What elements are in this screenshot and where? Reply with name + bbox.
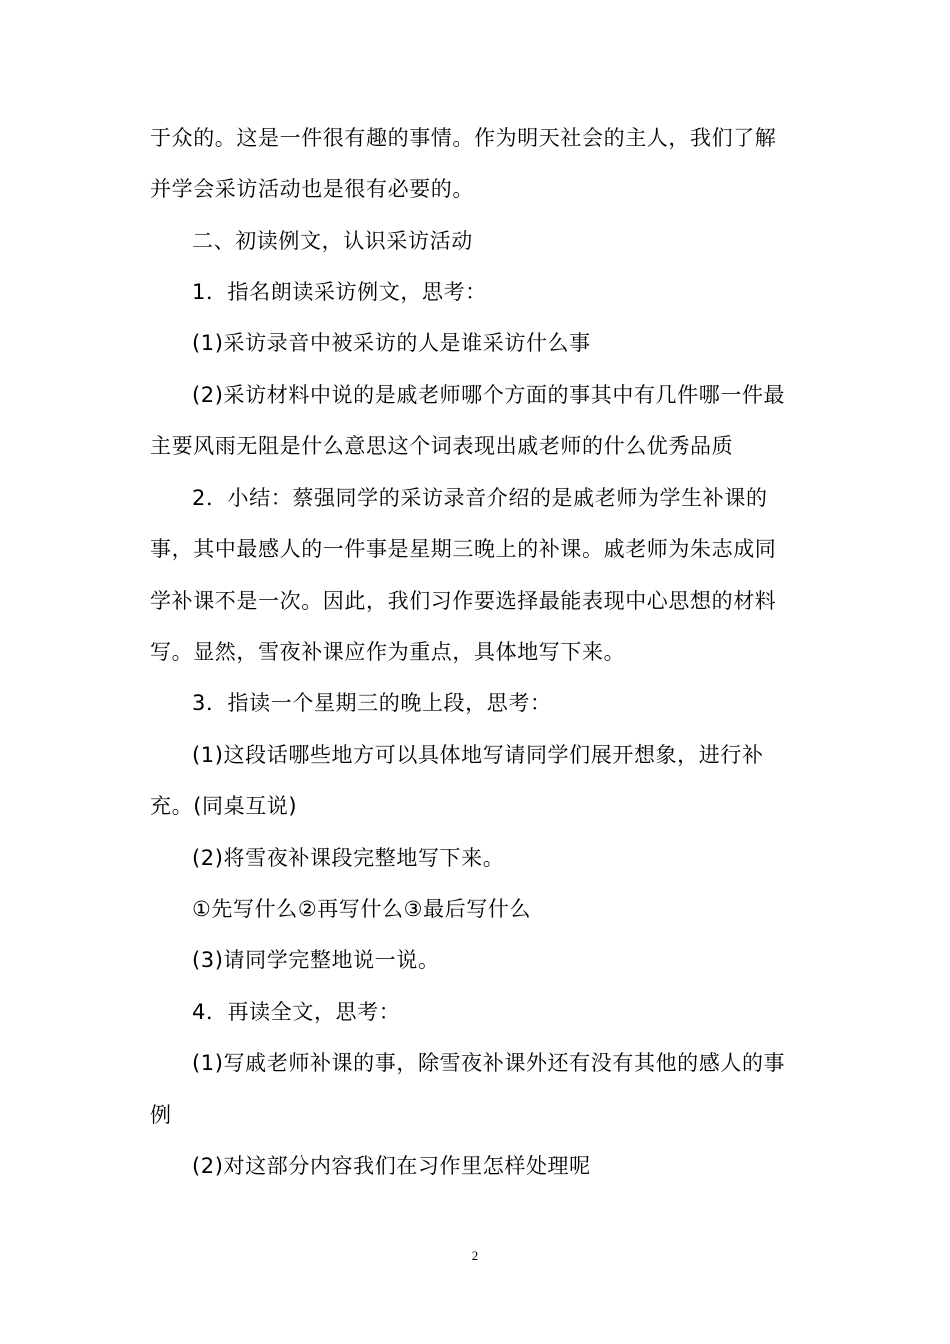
text-line: 例 — [150, 1103, 172, 1127]
text-line: 写。显然，雪夜补课应作为重点，具体地写下来。 — [150, 640, 626, 664]
text-line: 事，其中最感人的一件事是星期三晚上的补课。戚老师为朱志成同 — [150, 537, 777, 561]
text-line: (1)采访录音中被采访的人是谁采访什么事 — [192, 331, 591, 355]
section-heading: 二、初读例文，认识采访活动 — [192, 229, 473, 253]
text-line: 主要风雨无阻是什么意思这个词表现出戚老师的什么优秀品质 — [150, 434, 734, 458]
page-number: 2 — [471, 1248, 479, 1263]
text-line: (2)将雪夜补课段完整地写下来。 — [192, 846, 505, 870]
text-line: ①先写什么②再写什么③最后写什么 — [192, 897, 532, 921]
text-line: 3．指读一个星期三的晚上段，思考： — [192, 691, 552, 715]
text-line: (1)这段话哪些地方可以具体地写请同学们展开想象，进行补 — [192, 743, 764, 767]
text-line: 4．再读全文，思考： — [192, 1000, 401, 1024]
text-line: 学补课不是一次。因此，我们习作要选择最能表现中心思想的材料 — [150, 589, 777, 613]
text-line: (2)对这部分内容我们在习作里怎样处理呢 — [192, 1154, 591, 1178]
text-line: 1．指名朗读采访例文，思考： — [192, 280, 487, 304]
text-line: (3)请同学完整地说一说。 — [192, 948, 440, 972]
text-line: (2)采访材料中说的是戚老师哪个方面的事其中有几件哪一件最 — [192, 383, 786, 407]
text-line: 并学会采访活动也是很有必要的。 — [150, 177, 474, 201]
text-line: (1)写戚老师补课的事，除雪夜补课外还有没有其他的感人的事 — [192, 1051, 786, 1075]
text-line: 充。(同桌互说) — [150, 794, 298, 818]
text-line: 2．小结：蔡强同学的采访录音介绍的是戚老师为学生补课的 — [192, 486, 768, 510]
text-line: 于众的。这是一件很有趣的事情。作为明天社会的主人，我们了解 — [150, 126, 777, 150]
